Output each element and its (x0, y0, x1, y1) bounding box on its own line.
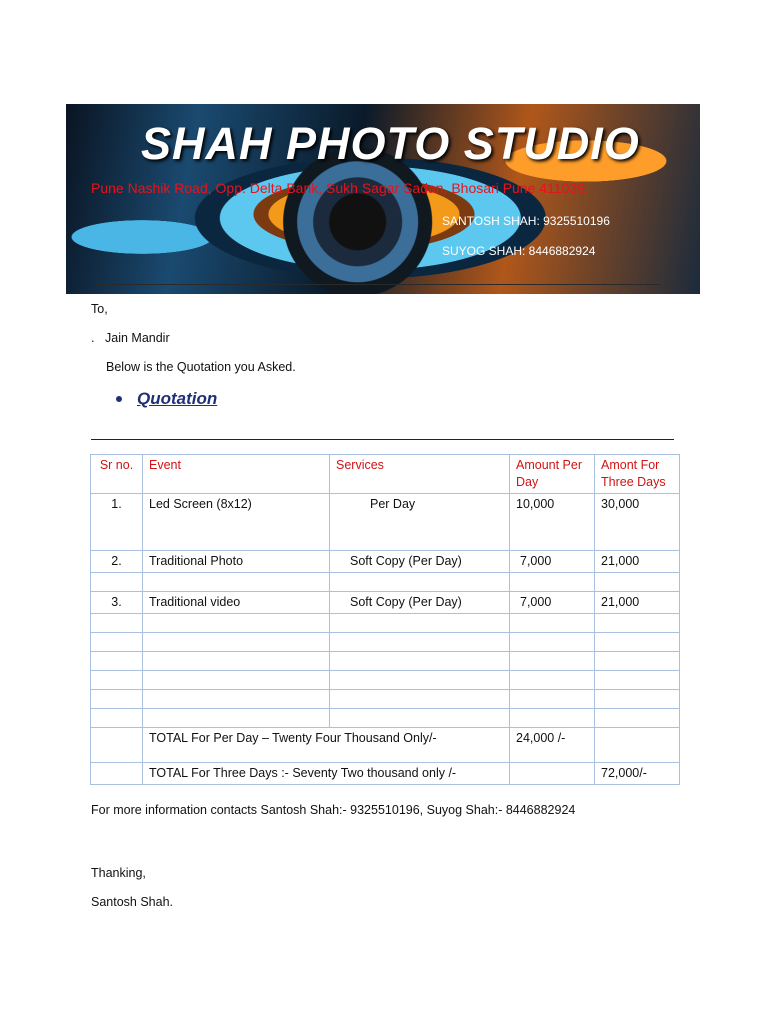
table-row-empty (91, 614, 680, 633)
cell-amount-three: 21,000 (595, 551, 680, 573)
cell-amount-day: 7,000 (510, 592, 595, 614)
recipient-mark: . (91, 331, 95, 345)
table-row (91, 551, 680, 573)
studio-banner (66, 104, 700, 294)
header-amount-three-days: Amont For Three Days (595, 455, 680, 494)
studio-address: Pune Nashik Road, Opp. Delta Bank, Sukh Sagar Sadan, Bhosari Pune 411039. (91, 180, 589, 196)
cell-amount-day: 7,000 (510, 551, 595, 573)
cell-service: Soft Copy (Per Day) (330, 551, 510, 573)
table-row (91, 494, 680, 551)
cell-service: Soft Copy (Per Day) (330, 592, 510, 614)
header-event: Event (143, 455, 330, 494)
cell-event: Traditional video (143, 592, 330, 614)
table-row-empty (91, 652, 680, 671)
table-row-empty (91, 709, 680, 728)
contact-santosh: SANTOSH SHAH: 9325510196 (442, 214, 610, 228)
cell-sr: 2. (91, 551, 143, 573)
cell-service: Per Day (330, 494, 510, 551)
table-row-empty (91, 573, 680, 592)
recipient-name: Jain Mandir (105, 331, 170, 345)
table-row-empty (91, 671, 680, 690)
table-row (91, 592, 680, 614)
closing-thanks: Thanking, (91, 866, 146, 880)
quotation-table (90, 454, 680, 785)
header-services: Services (330, 455, 510, 494)
total-three-days-row (91, 763, 680, 785)
cell-amount-three: 21,000 (595, 592, 680, 614)
recipient-line (91, 331, 170, 345)
cell-amount-three: 30,000 (595, 494, 680, 551)
total-per-day-row (91, 728, 680, 763)
table-row-empty (91, 690, 680, 709)
table-header-row (91, 455, 680, 494)
total-per-day-value: 24,000 /- (510, 728, 595, 763)
total-three-days-label: TOTAL For Three Days :- Seventy Two thousand only /- (143, 763, 510, 785)
section-divider (91, 439, 674, 440)
intro-text: Below is the Quotation you Asked. (106, 360, 296, 374)
salutation-to: To, (91, 302, 108, 316)
contact-suyog: SUYOG SHAH: 8446882924 (442, 244, 596, 258)
cell-event: Led Screen (8x12) (143, 494, 330, 551)
quotation-heading: Quotation (137, 389, 218, 408)
cell-sr: 1. (91, 494, 143, 551)
quotation-heading-row (116, 389, 217, 409)
header-sr-no: Sr no. (91, 455, 143, 494)
cell-event: Traditional Photo (143, 551, 330, 573)
signature: Santosh Shah. (91, 895, 174, 909)
banner-divider (96, 284, 660, 285)
cell-sr: 3. (91, 592, 143, 614)
table-row-empty (91, 633, 680, 652)
header-amount-per-day: Amount Per Day (510, 455, 595, 494)
contact-info: For more information contacts Santosh Shah:- 9325510196, Suyog Shah:- 8446882924 (91, 803, 576, 817)
studio-title: SHAH PHOTO STUDIO (141, 118, 640, 169)
bullet-icon (116, 396, 122, 402)
cell-amount-day: 10,000 (510, 494, 595, 551)
total-per-day-label: TOTAL For Per Day – Twenty Four Thousand Only/- (143, 728, 510, 763)
total-three-days-value: 72,000/- (595, 763, 680, 785)
